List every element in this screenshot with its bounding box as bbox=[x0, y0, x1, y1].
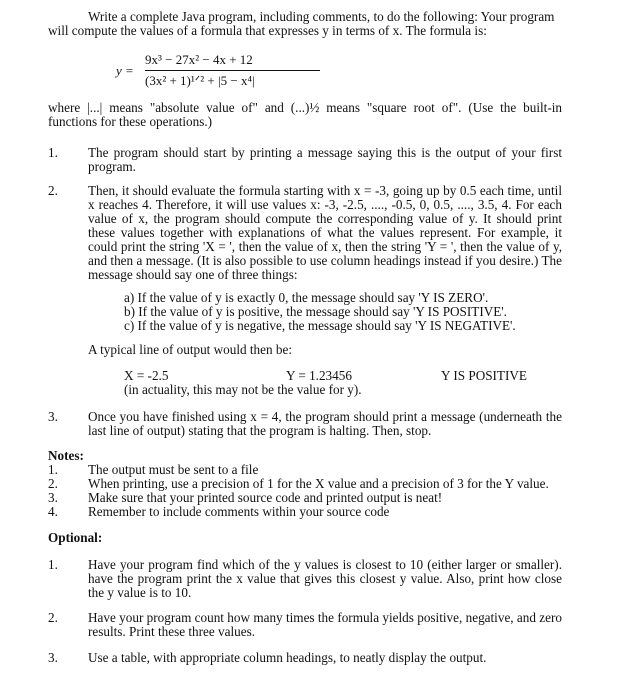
formula-lhs: y = bbox=[116, 63, 134, 78]
example-message: Y IS POSITIVE bbox=[441, 368, 527, 383]
formula-denominator: (3x² + 1)¹ᐟ² + |5 − x⁴| bbox=[145, 73, 255, 88]
message-negative: c) If the value of y is negative, the message should say 'Y IS NEGATIVE'. bbox=[124, 318, 516, 333]
note-3-text: Make sure that your printed source code and printed output is neat! bbox=[88, 490, 443, 505]
note-4-text: Remember to include comments within your source code bbox=[88, 504, 390, 519]
notes-heading: Notes: bbox=[48, 448, 84, 463]
message-list bbox=[124, 291, 564, 333]
optional-3-number: 3. bbox=[48, 650, 58, 665]
message-positive: b) If the value of y is positive, the message should say 'Y IS POSITIVE'. bbox=[124, 304, 507, 319]
optional-heading: Optional: bbox=[48, 530, 103, 545]
item-1-number: 1. bbox=[48, 145, 58, 160]
message-zero: a) If the value of y is exactly 0, the message should say 'Y IS ZERO'. bbox=[124, 290, 489, 305]
fraction-bar bbox=[145, 70, 320, 71]
item-3-text: Once you have finished using x = 4, the program should print a message (underneath the last line of output) stating that the program is halting. Then, stop. bbox=[88, 409, 562, 438]
intro-line-2: will compute the values of a formula that expresses y in terms of x. The formula is: bbox=[48, 23, 487, 38]
optional-3-text: Use a table, with appropriate column headings, to neatly display the output. bbox=[88, 650, 487, 665]
item-3-number: 3. bbox=[48, 409, 58, 424]
typical-line-label: A typical line of output would then be: bbox=[88, 342, 293, 357]
note-2-number: 2. bbox=[48, 476, 58, 491]
note-2-text: When printing, use a precision of 1 for the X value and a precision of 3 for the Y value. bbox=[88, 476, 549, 491]
formula-numerator: 9x³ − 27x² − 4x + 12 bbox=[145, 52, 253, 67]
note-1-text: The output must be sent to a file bbox=[88, 462, 259, 477]
optional-1-number: 1. bbox=[48, 557, 58, 572]
optional-2-text: Have your program count how many times the formula yields positive, negative, and zero results. Print these three values. bbox=[88, 610, 562, 639]
example-x: X = -2.5 bbox=[124, 368, 169, 383]
item-2-text: Then, it should evaluate the formula starting with x = -3, going up by 0.5 each time, until x reaches 4. Therefore, it will use values x: -3, -2.5, ...., -0.5, 0, 0.5, ...., 3.5, 4. For each value of x, the program should compute the corresponding value of y. It should print these values together with explanations of what the values represent. For example, it could print the string 'X = ', then the value of x, then the string 'Y = ', then the value of y, and then a message. (It is also possible to use column headings instead if you desire.) The message should say one of three things: bbox=[88, 183, 562, 282]
intro-line-1: Write a complete Java program, including comments, to do the following: Your program bbox=[88, 9, 555, 24]
item-2-number: 2. bbox=[48, 183, 58, 198]
example-note: (in actuality, this may not be the value for y). bbox=[124, 382, 362, 397]
note-4-number: 4. bbox=[48, 504, 58, 519]
where-text: where |...| means "absolute value of" and (...)½ means "square root of". (Use the built-in functions for these operations.) bbox=[48, 100, 562, 129]
note-1-number: 1. bbox=[48, 462, 58, 477]
optional-1-text: Have your program find which of the y values is closest to 10 (either larger or smaller). have the program print the x value that gives this closest y value. Also, print how close the y value is to 10. bbox=[88, 557, 562, 600]
example-y: Y = 1.23456 bbox=[286, 368, 352, 383]
optional-2-number: 2. bbox=[48, 610, 58, 625]
note-3-number: 3. bbox=[48, 490, 58, 505]
item-1-text: The program should start by printing a message saying this is the output of your first program. bbox=[88, 145, 562, 174]
